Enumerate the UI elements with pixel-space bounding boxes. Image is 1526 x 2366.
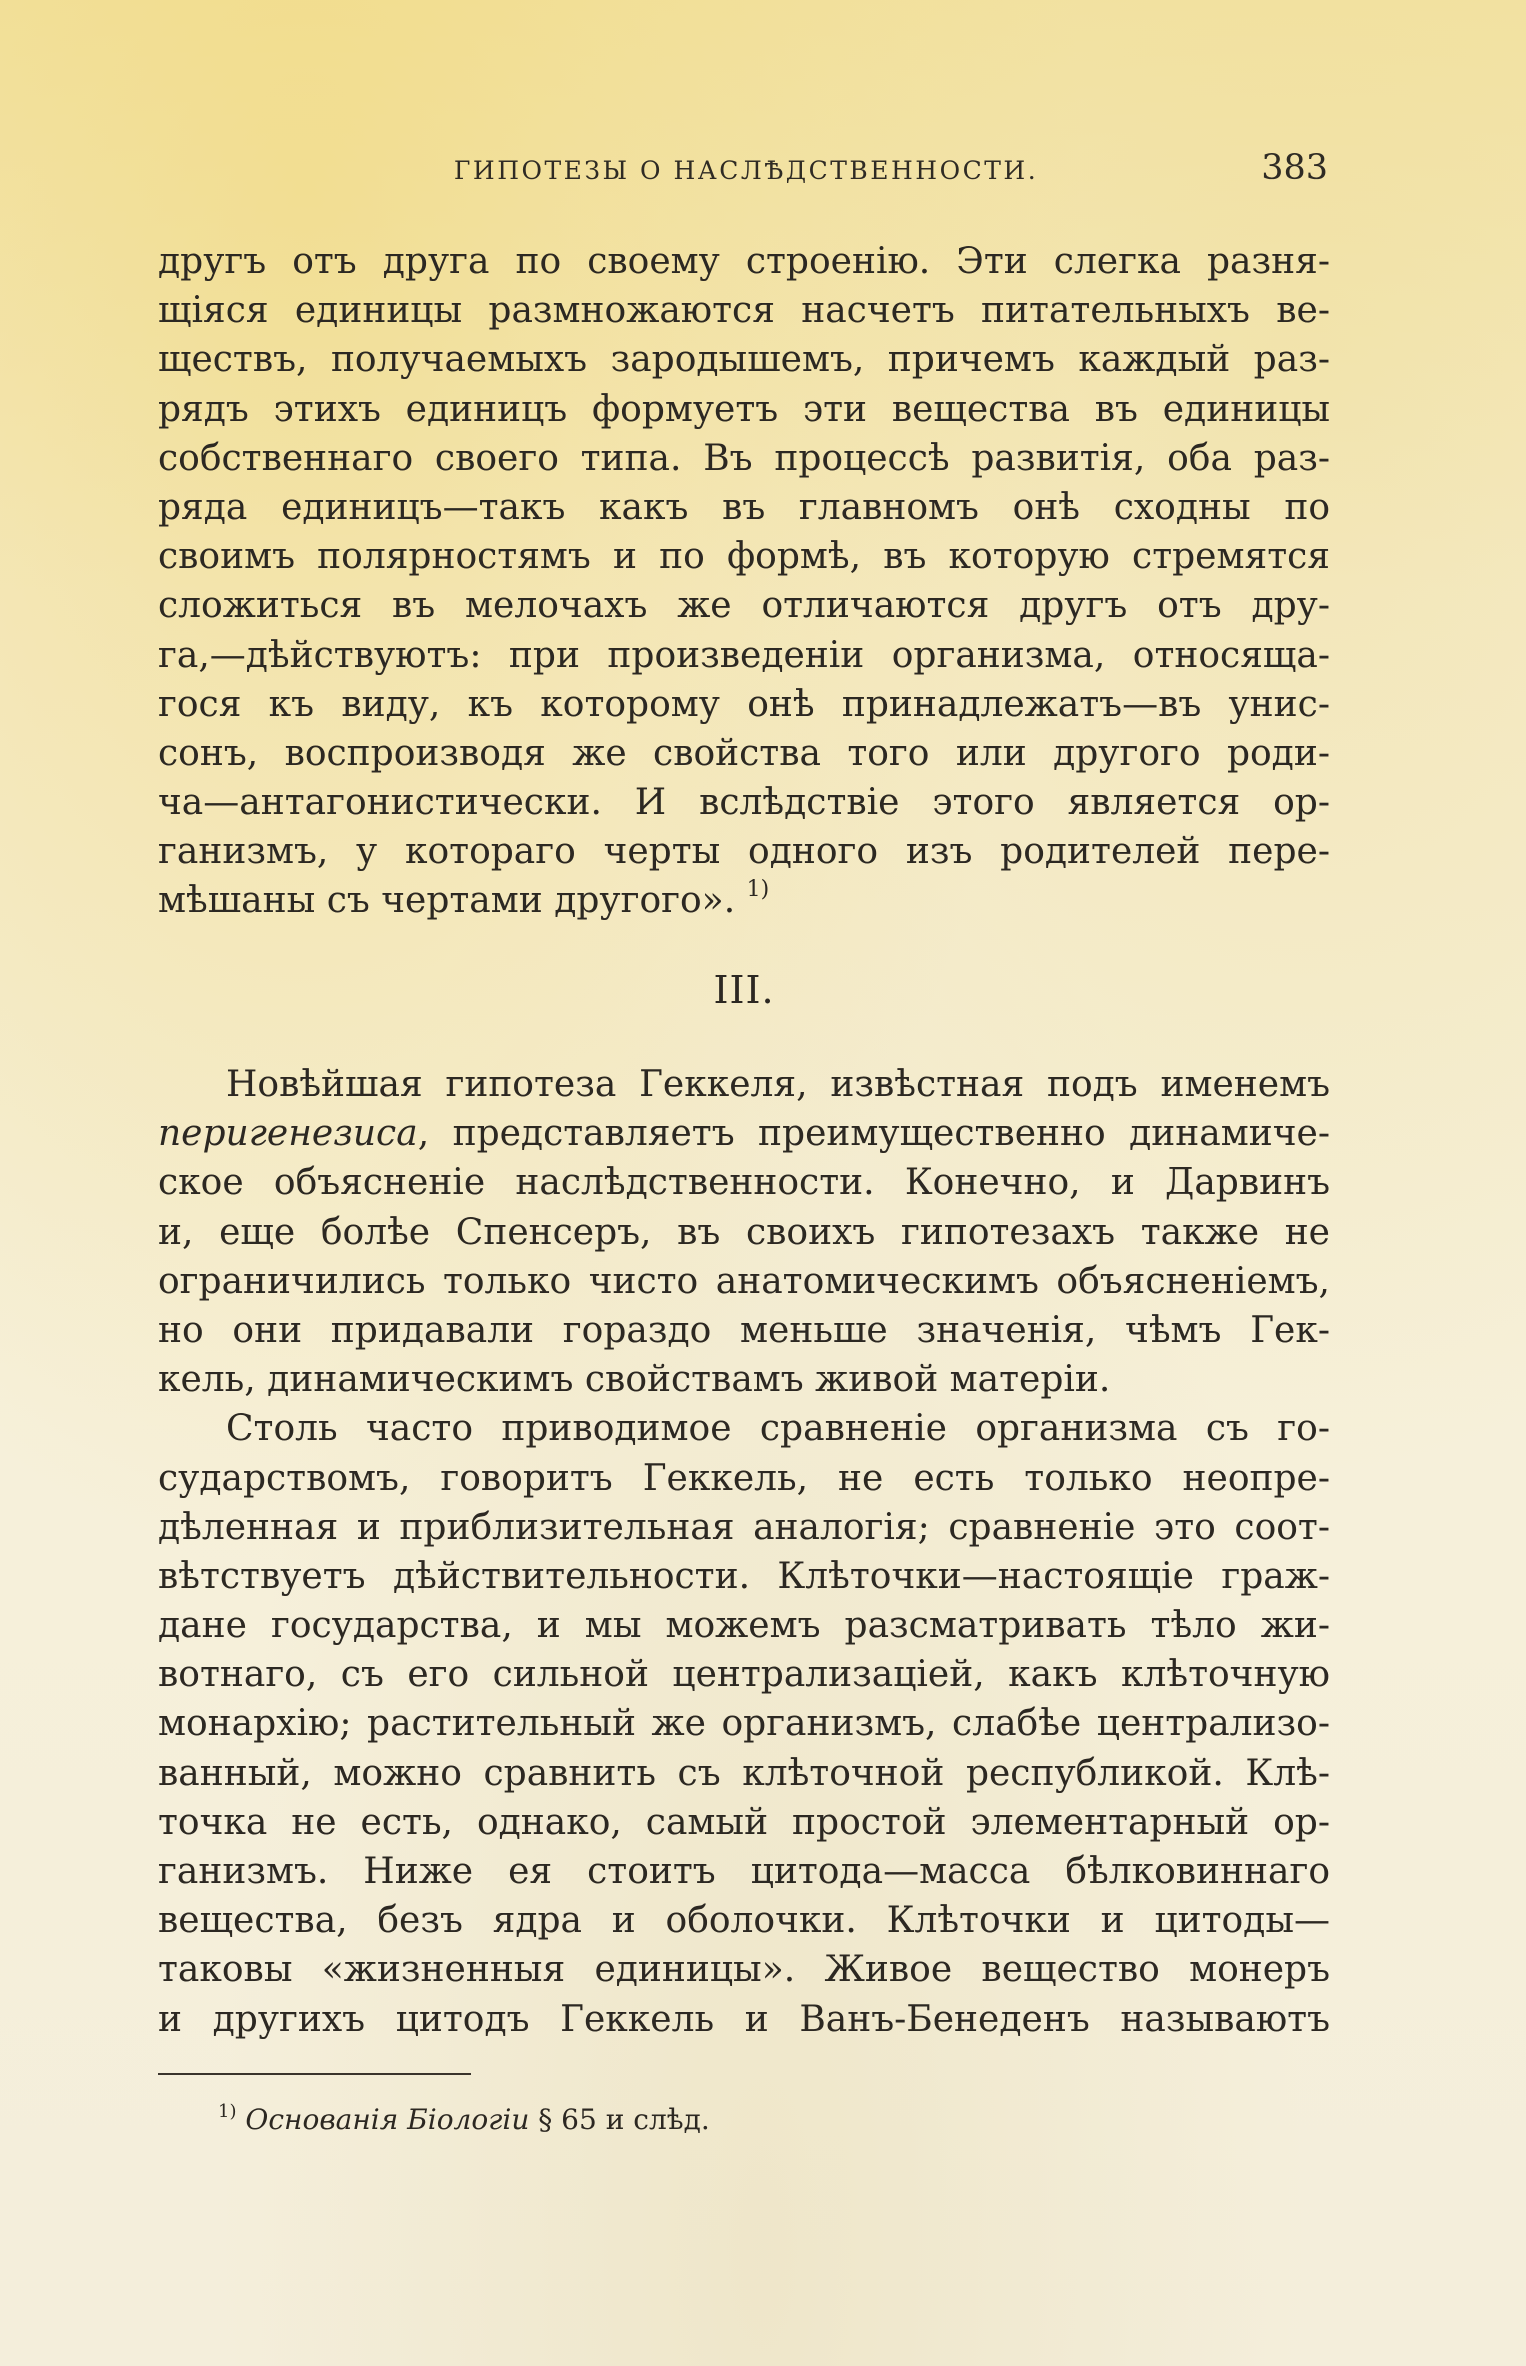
text-line-last: [158, 876, 1330, 925]
text-line: таковы «жизненныя единицы». Живое вещество монеръ: [158, 1949, 1330, 1991]
footnote-divider: [158, 2073, 471, 2075]
text-line: дане государства, и мы можемъ разсматривать тѣло жи-: [158, 1605, 1330, 1647]
text-line: своимъ полярностямъ и по формѣ, въ которую стремятся: [158, 536, 1330, 578]
text-line: и другихъ цитодъ Геккель и Ванъ-Бенеденъ называютъ: [158, 1998, 1330, 2040]
italic-term: перигенезиса: [158, 1113, 418, 1155]
footnote: [218, 2100, 710, 2140]
running-head: [160, 148, 1332, 188]
text-fragment: , представляетъ преимущественно динамиче-: [417, 1113, 1330, 1155]
text-line: ча—антагонистически. И вслѣдствіе этого является ор-: [158, 782, 1330, 824]
text-line: но они придавали гораздо меньше значенія, чѣмъ Гек-: [158, 1309, 1330, 1351]
text-line: сложиться въ мелочахъ же отличаются другъ отъ дру-: [158, 585, 1330, 627]
text-line: ганизмъ, у котораго черты одного изъ родителей пере-: [158, 831, 1330, 873]
text-line: сударствомъ, говоритъ Геккель, не есть только неопре-: [158, 1457, 1330, 1499]
section-body: [158, 1060, 1330, 2044]
text-line: монархію; растительный же организмъ, слабѣе централизо-: [158, 1703, 1330, 1745]
text-fragment: мѣшаны съ чертами другого».: [158, 880, 736, 922]
text-line: другъ отъ друга по своему строенію. Эти слегка разня-: [158, 241, 1330, 282]
text-line: ограничились только чисто анатомическимъ объясненіемъ,: [158, 1260, 1330, 1302]
text-line: рядъ этихъ единицъ формуетъ эти вещества въ единицы: [158, 388, 1330, 430]
page-number: 383: [1261, 148, 1328, 188]
text-line: ванный, можно сравнить съ клѣточной республикой. Клѣ-: [158, 1752, 1330, 1794]
footnote-title: Основанія Біологіи: [245, 2103, 530, 2136]
text-line: сонъ, воспроизводя же свойства того или другого роди-: [158, 732, 1330, 774]
text-line: точка не есть, однако, самый простой элементарный ор-: [158, 1801, 1330, 1843]
text-line: вотнаго, съ его сильной централизаціей, какъ клѣточную: [158, 1654, 1330, 1696]
text-line: дѣленная и приблизительная аналогія; сравненіе это соот-: [158, 1506, 1330, 1548]
text-line: вѣтствуетъ дѣйствительности. Клѣточки—настоящіе граж-: [158, 1555, 1330, 1597]
text-line: ряда единицъ—такъ какъ въ главномъ онѣ сходны по: [158, 486, 1330, 528]
text-line: и, еще болѣе Спенсеръ, въ своихъ гипотезахъ также не: [158, 1211, 1330, 1253]
text-line: гося къ виду, къ которому онѣ принадлежатъ—въ унис-: [158, 683, 1330, 725]
text-line: [158, 1109, 1330, 1158]
text-line: ское объясненіе наслѣдственности. Конечно, и Дарвинъ: [158, 1162, 1330, 1204]
paragraph-continuation: [158, 237, 1330, 926]
text-line: ганизмъ. Ниже ея стоитъ цитода—масса бѣлковиннаго: [158, 1851, 1330, 1892]
text-line-last: кель, динамическимъ свойствамъ живой матеріи.: [158, 1359, 1111, 1401]
text-line: ществъ, получаемыхъ зародышемъ, причемъ каждый раз-: [158, 339, 1330, 381]
text-line-indented: Столь часто приводимое сравненіе организма съ го-: [226, 1408, 1330, 1450]
footnote-reference[interactable]: 1): [746, 877, 770, 903]
section-heading: III.: [713, 968, 775, 1012]
text-line: щіяся единицы размножаются насчетъ питательныхъ ве-: [158, 290, 1330, 332]
running-title: ГИПОТЕЗЫ О НАСЛѢДСТВЕННОСТИ.: [453, 156, 1039, 185]
footnote-mark: 1): [218, 2101, 237, 2122]
text-line: вещества, безъ ядра и оболочки. Клѣточки и цитоды—: [158, 1900, 1330, 1942]
footnote-text: § 65 и слѣд.: [529, 2103, 710, 2136]
text-line-indented: Новѣйшая гипотеза Геккеля, извѣстная подъ именемъ: [226, 1064, 1330, 1105]
text-line: га,—дѣйствуютъ: при произведеніи организма, относяща-: [158, 634, 1330, 676]
text-line: собственнаго своего типа. Въ процессѣ развитія, оба раз-: [158, 437, 1330, 479]
